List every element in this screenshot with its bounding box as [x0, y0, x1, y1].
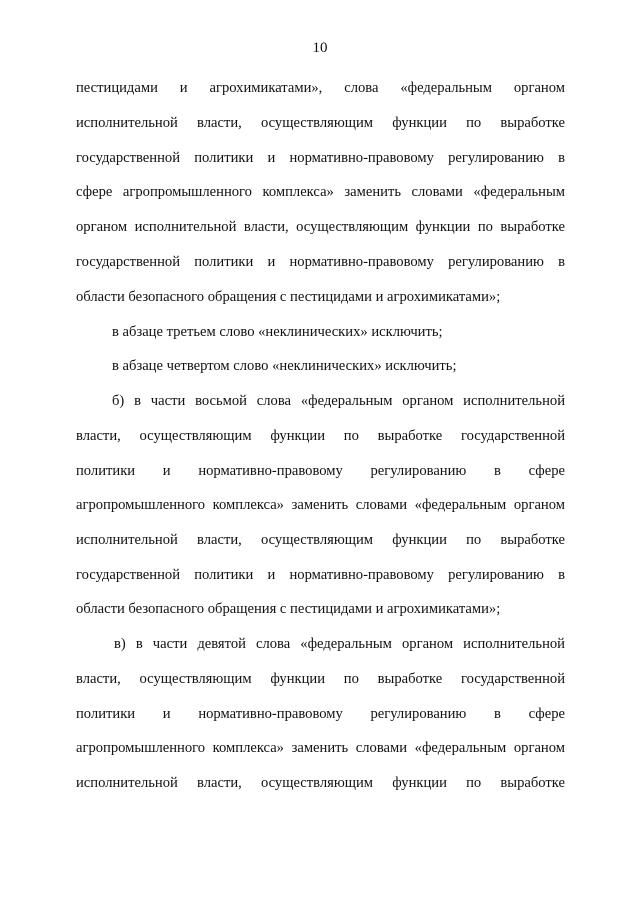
text-line: государственной политики и нормативно-правовому регулированию в [76, 254, 565, 270]
text-line: власти, осуществляющим функции по выработке государственной [76, 671, 565, 687]
text-line: в) в части девятой слова «федеральным органом исполнительной [114, 636, 565, 652]
text-line: области безопасного обращения с пестицидами и агрохимикатами»; [76, 289, 501, 305]
page-number: 10 [312, 40, 328, 56]
text-line: государственной политики и нормативно-правовому регулированию в [76, 567, 565, 583]
text-line: агропромышленного комплекса» заменить словами «федеральным органом [76, 497, 565, 513]
text-line: пестицидами и агрохимикатами», слова «федеральным органом [76, 80, 565, 96]
text-line: государственной политики и нормативно-правовому регулированию в [76, 150, 565, 166]
text-line: области безопасного обращения с пестицидами и агрохимикатами»; [76, 601, 501, 617]
text-line: исполнительной власти, осуществляющим функции по выработке [76, 532, 565, 548]
text-line: политики и нормативно-правовому регулированию в сфере [76, 463, 565, 479]
text-line: сфере агропромышленного комплекса» заменить словами «федеральным [76, 184, 565, 200]
text-line: б) в части восьмой слова «федеральным органом исполнительной [112, 393, 565, 409]
text-line: органом исполнительной власти, осуществляющим функции по выработке [76, 219, 565, 235]
text-line: агропромышленного комплекса» заменить словами «федеральным органом [76, 740, 565, 756]
text-line: в абзаце третьем слово «неклинических» исключить; [112, 324, 443, 340]
text-line: исполнительной власти, осуществляющим функции по выработке [76, 115, 565, 131]
text-line: политики и нормативно-правовому регулированию в сфере [76, 706, 565, 722]
text-line: исполнительной власти, осуществляющим функции по выработке [76, 775, 565, 791]
text-line: власти, осуществляющим функции по выработке государственной [76, 428, 565, 444]
text-line: в абзаце четвертом слово «неклинических» исключить; [112, 358, 457, 374]
